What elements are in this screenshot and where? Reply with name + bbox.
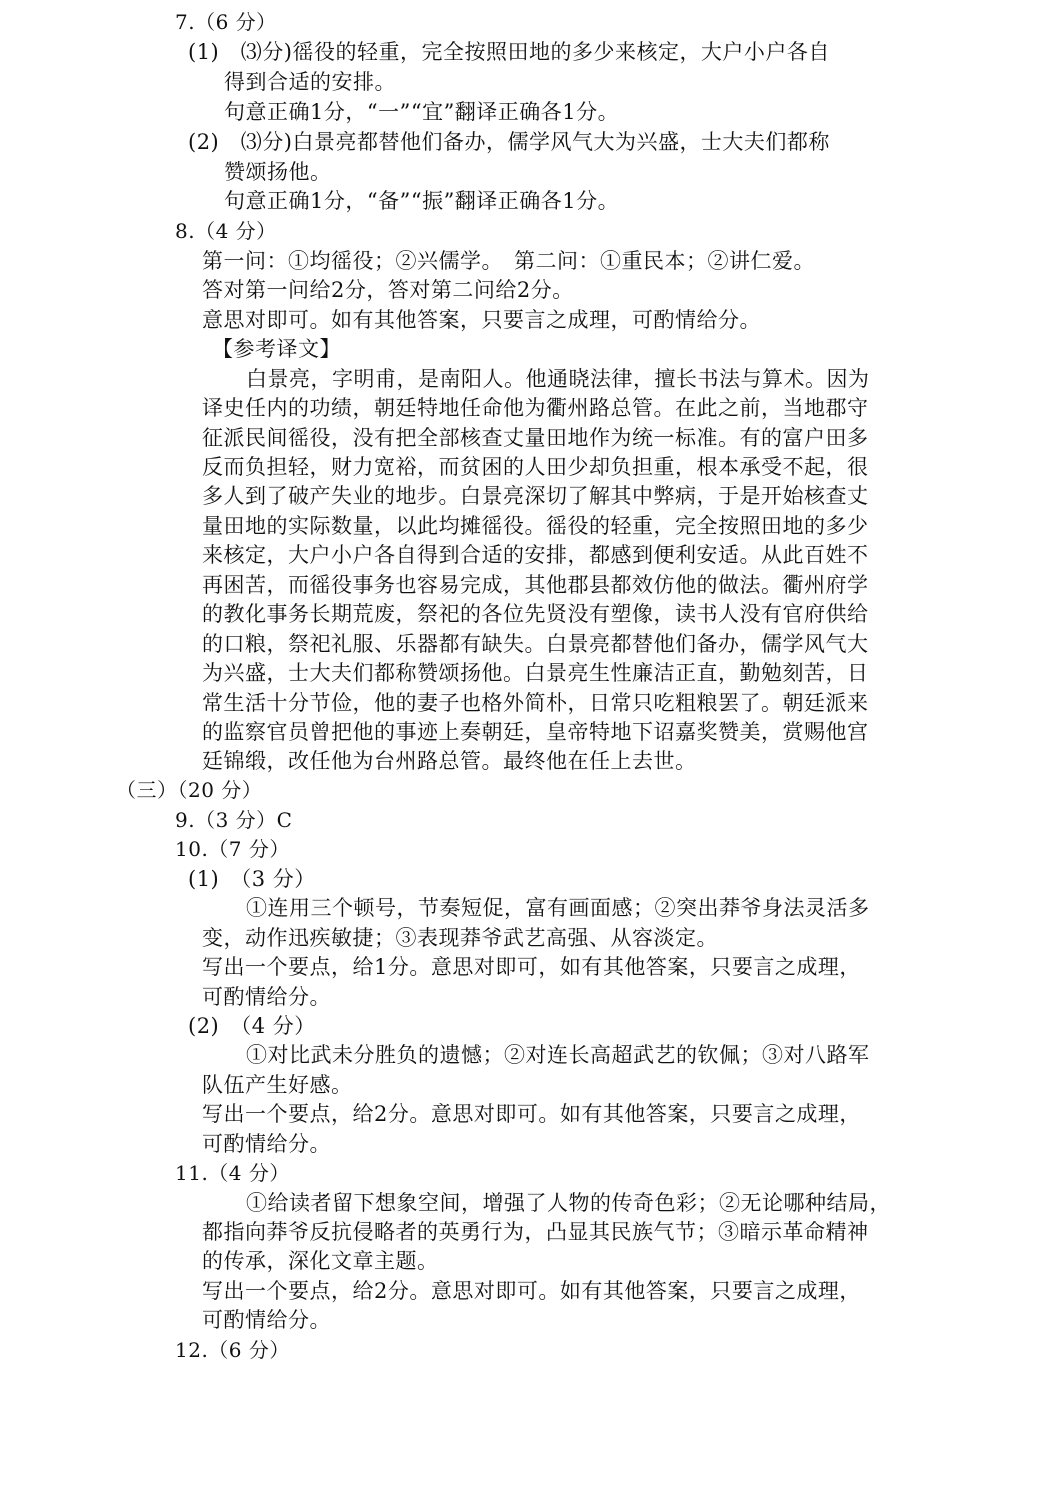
q11-answer: ①给读者留下想象空间，增强了人物的传奇色彩；②无论哪种结局， bbox=[246, 1191, 891, 1215]
q7-part1-scoring: 句意正确1分，“一”“宜”翻译正确各1分。 bbox=[224, 100, 620, 124]
q10-part2-scoring: 写出一个要点，给2分。意思对即可。如有其他答案，只要言之成理， bbox=[202, 1102, 861, 1126]
translation-line: 的口粮，祭祀礼服、乐器都有缺失。白景亮都替他们备办，儒学风气大 bbox=[202, 632, 869, 656]
translation-line: 廷锦缎，改任他为台州路总管。最终他在任上去世。 bbox=[202, 749, 697, 773]
translation-line: 常生活十分节俭，他的妻子也格外简朴，日常只吃粗粮罢了。朝廷派来 bbox=[202, 691, 869, 715]
translation-line: 的教化事务长期荒废，祭祀的各位先贤没有塑像，读书人没有官府供给 bbox=[202, 602, 869, 626]
q8-note: 意思对即可。如有其他答案，只要言之成理，可酌情给分。 bbox=[202, 308, 761, 332]
translation-line: 来核定，大户小户各自得到合适的安排，都感到便利安适。从此百姓不 bbox=[202, 543, 869, 567]
q11-heading: 11.（4 分） bbox=[175, 1161, 290, 1185]
translation-line: 译史任内的功绩，朝廷特地任命他为衢州路总管。在此之前，当地郡守 bbox=[202, 396, 869, 420]
q7-heading: 7.（6 分） bbox=[175, 10, 277, 34]
q11-scoring-cont: 可酌情给分。 bbox=[202, 1308, 331, 1332]
q10-part1-answer: ①连用三个顿号，节奏短促，富有画面感；②突出莽爷身法灵活多 bbox=[246, 896, 870, 920]
q10-part2-heading: (2) （4 分） bbox=[188, 1014, 316, 1038]
q7-part1-cont: 得到合适的安排。 bbox=[224, 70, 396, 94]
translation-line: 征派民间徭役，没有把全部核查丈量田地作为统一标准。有的富户田多 bbox=[202, 426, 869, 450]
translation-line: 多人到了破产失业的地步。白景亮深切了解其中弊病，于是开始核查丈 bbox=[202, 484, 869, 508]
translation-line: 再困苦，而徭役事务也容易完成，其他郡县都效仿他的做法。衢州府学 bbox=[202, 573, 869, 597]
translation-line: 白景亮，字明甫，是南阳人。他通晓法律，擅长书法与算术。因为 bbox=[246, 367, 870, 391]
q7-part2: (2) ⑶分)白景亮都替他们备办，儒学风气大为兴盛，士大夫们都称 bbox=[188, 130, 830, 154]
q11-answer-cont: 的传承，深化文章主题。 bbox=[202, 1249, 439, 1273]
translation-heading: 【参考译文】 bbox=[212, 337, 341, 361]
translation-line: 量田地的实际数量，以此均摊徭役。徭役的轻重，完全按照田地的多少 bbox=[202, 514, 869, 538]
q10-part1-heading: (1) （3 分） bbox=[188, 867, 316, 891]
section-3-heading: （三）（20 分） bbox=[116, 778, 263, 802]
q11-answer-cont: 都指向莽爷反抗侵略者的英勇行为，凸显其民族气节；③暗示革命精神 bbox=[202, 1220, 869, 1244]
q11-scoring: 写出一个要点，给2分。意思对即可。如有其他答案，只要言之成理， bbox=[202, 1279, 861, 1303]
q10-part1-answer-cont: 变，动作迅疾敏捷；③表现莽爷武艺高强、从容淡定。 bbox=[202, 926, 718, 950]
q10-part2-scoring-cont: 可酌情给分。 bbox=[202, 1132, 331, 1156]
q9-answer: 9.（3 分）C bbox=[175, 808, 293, 832]
q7-part2-cont: 赞颂扬他。 bbox=[224, 160, 332, 184]
q8-scoring: 答对第一问给2分，答对第二问给2分。 bbox=[202, 278, 574, 302]
translation-line: 的监察官员曾把他的事迹上奏朝廷，皇帝特地下诏嘉奖赞美，赏赐他宫 bbox=[202, 720, 869, 744]
q10-heading: 10.（7 分） bbox=[175, 837, 290, 861]
q10-part1-scoring: 写出一个要点，给1分。意思对即可，如有其他答案，只要言之成理， bbox=[202, 955, 861, 979]
q12-heading: 12.（6 分） bbox=[175, 1338, 290, 1362]
q10-part2-answer-cont: 队伍产生好感。 bbox=[202, 1073, 353, 1097]
q8-answer: 第一问：①均徭役；②兴儒学。 第二问：①重民本；②讲仁爱。 bbox=[202, 249, 815, 273]
q7-part2-scoring: 句意正确1分，“备”“振”翻译正确各1分。 bbox=[224, 189, 620, 213]
q7-part1: (1) ⑶分)徭役的轻重，完全按照田地的多少来核定，大户小户各自 bbox=[188, 40, 830, 64]
q8-heading: 8.（4 分） bbox=[175, 219, 277, 243]
q10-part2-answer: ①对比武未分胜负的遗憾；②对连长高超武艺的钦佩；③对八路军 bbox=[246, 1043, 870, 1067]
q10-part1-scoring-cont: 可酌情给分。 bbox=[202, 985, 331, 1009]
translation-line: 为兴盛，士大夫们都称赞颂扬他。白景亮生性廉洁正直，勤勉刻苦，日 bbox=[202, 661, 869, 685]
translation-line: 反而负担轻，财力宽裕，而贫困的人田少却负担重，根本承受不起，很 bbox=[202, 455, 869, 479]
